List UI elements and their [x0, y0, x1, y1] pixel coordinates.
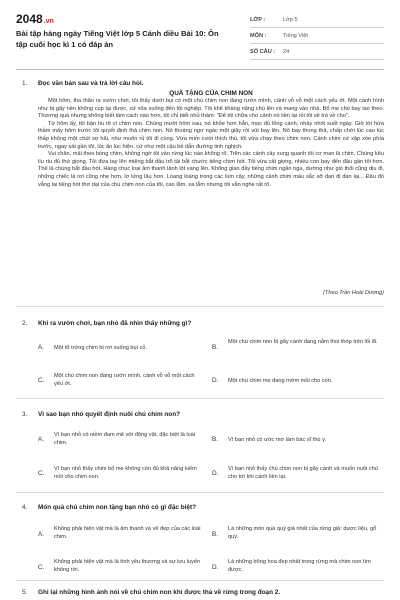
- option-text[interactable]: Vì bạn nhỏ thấy chú chim non bị gãy cánh và muốn nuôi chú cho tới khi cánh liền lại.: [228, 466, 378, 480]
- option-letter[interactable]: D.: [212, 470, 219, 477]
- header-divider: [16, 69, 384, 70]
- option-text[interactable]: Vì bạn nhỏ có ước mơ làm bác sĩ thú y.: [228, 437, 327, 443]
- passage-title: QUÀ TẶNG CỦA CHIM NON: [169, 90, 253, 97]
- option-text[interactable]: Một tổ trứng chim bị rơi xuống bụi cỏ.: [54, 345, 147, 351]
- question-number: 2.: [22, 320, 28, 327]
- option-letter[interactable]: C.: [38, 377, 45, 384]
- option-letter[interactable]: B.: [212, 531, 219, 538]
- question-text: Đọc văn bản sau và trả lời câu hỏi.: [38, 80, 144, 87]
- meta-row-subject: [250, 28, 384, 44]
- question-divider: [16, 492, 384, 493]
- option-letter[interactable]: D.: [212, 377, 219, 384]
- meta-row-count: [250, 44, 384, 60]
- passage-author: (Theo Trần Hoài Dương): [323, 290, 384, 296]
- option-text[interactable]: Một chú chim mẹ đang mớm mồi cho con.: [228, 378, 333, 384]
- question-divider: [16, 580, 384, 581]
- page-title: Bài tập hàng ngày Tiếng Việt lớp 5 Cánh diều Bài 10: Ôn tập cuối học kì 1 có đáp án: [16, 29, 219, 49]
- question-text: Ghi lại những hình ảnh nói về chú chim non khi được thả về rừng trong đoạn 2.: [38, 589, 281, 596]
- question-number: 4.: [22, 504, 28, 511]
- meta-value: Tiếng Việt: [283, 32, 308, 39]
- option-text[interactable]: Một chú chim non đang rướn mình, cánh vỗ vỗ một cách yếu ớt.: [54, 373, 195, 387]
- question-text: Món quà chú chim non tặng bạn nhỏ có gì đặc biệt?: [38, 504, 196, 511]
- option-text[interactable]: Là những món quà quý giá nhất của rừng già: dược liệu, gỗ quý.: [228, 526, 377, 540]
- meta-label: MÔN :: [250, 32, 267, 39]
- option-letter[interactable]: B.: [212, 436, 219, 443]
- reading-passage: [38, 98, 384, 189]
- option-text[interactable]: Vì bạn nhỏ thấy chim bố mẹ không còn đủ khả năng kiếm mồi cho chim non.: [54, 466, 197, 480]
- option-letter[interactable]: A.: [38, 531, 45, 538]
- meta-value: 24: [283, 48, 290, 55]
- option-text[interactable]: Là những bông hoa đẹp nhất trong rừng mà chim non tìm được.: [228, 559, 371, 573]
- option-letter[interactable]: A.: [38, 436, 45, 443]
- option-letter[interactable]: C.: [38, 470, 45, 477]
- meta-label: SỐ CÂU :: [250, 48, 276, 55]
- option-letter[interactable]: C.: [38, 564, 45, 571]
- option-text[interactable]: Một chú chim non bị gãy cánh đang nằm thoi thóp trên lối đi.: [228, 339, 378, 345]
- option-letter[interactable]: D.: [212, 564, 219, 571]
- meta-table: [250, 12, 384, 60]
- option-text[interactable]: Không phải hiện vật mà là âm thanh và vẻ đẹp của các loài chim.: [54, 526, 201, 540]
- passage-paragraph: Vui chân, mải theo bóng chim, không ngờ tôi vào rừng lúc nào không rõ. Trên các cành cây xung quanh tôi cơ man là chim. Chúng kêu líu ríu đủ thứ giọng. Tôi đưa tay lên miệng bắt đầu trổ tài bắt chước tiếng chim hót. Tôi vừa cất giọng, nhiều con bay đến đậu gần tôi hơn. Thế là chúng bắt đầu hót. Hàng chục loại âm thanh lảnh lót vang lên. Không gian đầy tiếng chim ngân nga, dường như gió thổi cũng dịu đi, những chiếc lá rơi cũng nhẹ hơn, lơ lửng lâu hơn. Loang loáng trong các lùm cây, những cánh chim màu sắc sỡ đan đi đan lại... Đâu đó vẳng lại tiếng hót thơ dại của chú chim non của tôi, cao lắm, xa lắm nhưng tôi vẫn nghe rất rõ.: [38, 151, 384, 188]
- question-divider: [16, 398, 384, 399]
- question-divider: [16, 306, 384, 307]
- passage-paragraph: Một hôm, tha thẩn ra vườn chơi, tôi thấy dưới bụi có một chú chim non đang rướn mình, cánh vỗ vỗ một cách yếu ớt. Một cành hình như bị gãy nên không cụp lại được, cứ xõa xuống đến tội nghiệp. Tôi khẽ khàng nâng chú lên và mang vào nhà. Bố mẹ chú bay lao theo. Thương quá nhưng không biết làm cách nào hơn, tôi chỉ biết nhủ thầm: "Để tôi chữa cho cánh nó liền lại rồi tôi sẽ trả về cho".: [38, 98, 384, 120]
- option-text[interactable]: Không phải hiện vật mà là tình yêu thương và sự lưu luyến không rời.: [54, 559, 201, 573]
- option-letter[interactable]: B.: [212, 344, 219, 351]
- question-number: 3.: [22, 411, 28, 418]
- site-logo[interactable]: 2048.vn: [16, 12, 54, 26]
- meta-label: LỚP :: [250, 16, 266, 23]
- question-text: Khi ra vườn chơi, bạn nhỏ đã nhìn thấy những gì?: [38, 320, 192, 327]
- question-text: Vì sao bạn nhỏ quyết định nuôi chú chim non?: [38, 411, 181, 418]
- meta-value: Lớp 5: [283, 16, 298, 23]
- question-number: 5.: [22, 589, 28, 596]
- meta-row-class: [250, 12, 384, 28]
- option-letter[interactable]: A.: [38, 344, 45, 351]
- question-number: 1.: [22, 80, 28, 87]
- option-text[interactable]: Vì bạn nhỏ có niềm đam mê với động vật, đặc biệt là loài chim.: [54, 432, 196, 446]
- passage-paragraph: Từ hôm ấy, tôi bận tíu tít vì chim non. Chúng mười hôm sau, nó khỏe hơn hẳn, mọc đủ lông cánh, nhảy nhót suốt ngày. Giờ lời hứa thầm mấy hôm trước tôi quyết định thả chim non. Nó thoáng ngơ ngác một giây rồi vút bay lên. Nó bay thong thả, chấp chới lúc cao lúc thấp không một chút sợ hãi, như muốn rủ tôi đi cùng. Vừa mìm cười thích thú, tôi vừa chạy theo chim non. Cánh chim cứ xập xòe phía trước, ngay sát gần tôi, lúc ẩn lúc hiện, cứ như một cậu bé dẫn đường tinh nghịch.: [38, 120, 384, 150]
